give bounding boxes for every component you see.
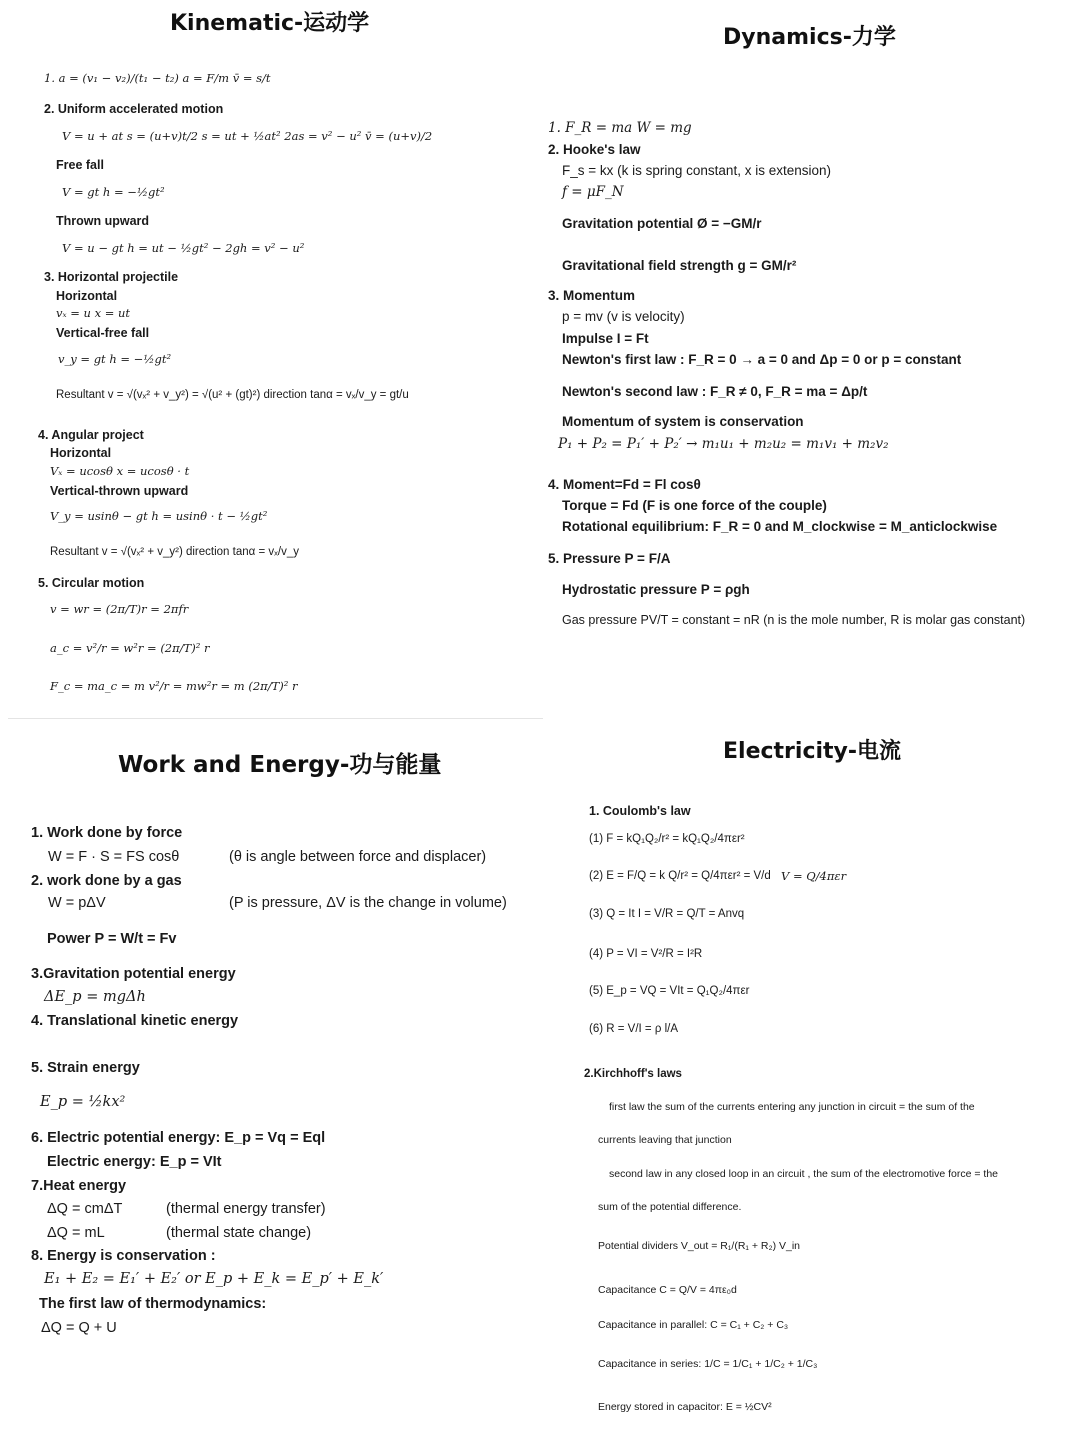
we-line-23: ΔQ = Q + U	[41, 1320, 117, 1336]
kin-line-5: V = gt h = −½gt²	[62, 185, 165, 199]
dyn-line-12: Momentum of system is conservation	[562, 414, 804, 429]
dyn-line-11: Newton's second law : F_R ≠ 0, F_R = ma = Δp/t	[562, 384, 868, 399]
dynamics-section	[545, 0, 1080, 720]
dyn-line-18: Hydrostatic pressure P = ρgh	[562, 582, 750, 597]
dyn-line-2: 2. Hooke's law	[548, 142, 641, 157]
el-line-14: Potential dividers V_out = R₁/(R₁ + R₂) V_in	[598, 1240, 801, 1252]
dyn-line-8: p = mv (v is velocity)	[562, 309, 685, 324]
el-line-17: Capacitance in series: 1/C = 1/C₁ + 1/C₂ + 1/C₃	[598, 1358, 818, 1370]
dyn-line-15: Torque = Fd (F is one force of the couple)	[562, 498, 827, 513]
dyn-line-13: P₁ + P₂ = P₁′ + P₂′ → m₁u₁ + m₂u₂ = m₁v₁ + m₂v₂	[558, 436, 889, 452]
kin-line-16: Vₓ = ucosθ x = ucosθ · t	[50, 464, 190, 478]
kin-line-8: 3. Horizontal projectile	[44, 270, 179, 284]
we-line-5: W = pΔV	[48, 895, 106, 911]
dyn-line-17: 5. Pressure P = F/A	[548, 551, 671, 566]
dyn-line-19: Gas pressure PV/T = constant = nR (n is the mole number, R is molar gas constant)	[562, 613, 1026, 627]
el-line-1: 1. Coulomb's law	[589, 804, 691, 818]
we-line-8: 3.Gravitation potential energy	[31, 966, 236, 982]
we-line-7: Power P = W/t = Fv	[47, 931, 177, 947]
el-line-7: (5) E_p = VQ = VIt = Q₁Q₂/4πεr	[589, 985, 750, 997]
kin-line-12: v_y = gt h = −½gt²	[58, 352, 172, 366]
dyn-line-9: Impulse I = Ft	[562, 331, 649, 346]
we-line-18: ΔQ = mL	[47, 1225, 105, 1241]
we-line-22: The first law of thermodynamics:	[39, 1296, 267, 1312]
kin-line-1: 1. a = (v₁ − v₂)/(t₁ − t₂) a = F/m v̄ = s/t	[44, 71, 271, 85]
kin-line-13: Resultant v = √(vₓ² + v_y²) = √(u² + (gt)²) direction tanα = vₓ/v_y = gt/u	[56, 389, 409, 401]
kin-line-11: Vertical-free fall	[56, 326, 150, 340]
kin-line-10: vₓ = u x = ut	[56, 306, 131, 320]
we-line-9: ΔE_p = mgΔh	[44, 989, 146, 1005]
we-line-13: 6. Electric potential energy: E_p = Vq = Eql	[31, 1130, 326, 1146]
we-line-3: (θ is angle between force and displacer)	[229, 849, 487, 865]
section-divider	[8, 718, 543, 719]
kin-line-19: Resultant v = √(vₓ² + v_y²) direction tanα = vₓ/v_y	[50, 546, 300, 558]
el-line-9: 2.Kirchhoff's laws	[584, 1068, 682, 1080]
kinematics-section	[0, 0, 545, 720]
dyn-line-16: Rotational equilibrium: F_R = 0 and M_clockwise = M_anticlockwise	[562, 519, 998, 534]
dyn-line-5: Gravitation potential Ø = −GM/r	[562, 216, 762, 231]
el-line-12: second law in any closed loop in an circuit , the sum of the electromotive force = the	[609, 1168, 998, 1180]
dynamics-title: Dynamics-力学	[723, 25, 896, 50]
dyn-line-10: Newton's first law : F_R = 0 → a = 0 and Δp = 0 or p = constant	[562, 352, 962, 367]
kin-line-9: Horizontal	[56, 289, 118, 303]
el-line-4: V = Q/4πεr	[781, 869, 847, 883]
kin-line-18: V_y = usinθ − gt h = usinθ · t − ½gt²	[50, 509, 268, 523]
el-line-13: sum of the potential difference.	[598, 1201, 742, 1213]
kin-line-4: Free fall	[56, 158, 104, 172]
el-line-10: first law the sum of the currents entering any junction in circuit = the sum of the	[609, 1101, 975, 1113]
we-line-1: 1. Work done by force	[31, 825, 183, 841]
el-line-6: (4) P = VI = V²/R = I²R	[589, 948, 703, 960]
dyn-line-6: Gravitational field strength g = GM/r²	[562, 258, 797, 273]
we-line-14: Electric energy: E_p = VIt	[47, 1154, 222, 1170]
dyn-line-3: F_s = kx (k is spring constant, x is extension)	[562, 163, 831, 178]
el-line-15: Capacitance C = Q/V = 4πε₀d	[598, 1284, 737, 1296]
we-line-20: 8. Energy is conservation :	[31, 1248, 216, 1264]
kin-line-21: v = wr = (2π/T)r = 2πfr	[50, 602, 189, 616]
kin-line-2: 2. Uniform accelerated motion	[44, 102, 224, 116]
we-line-6: (P is pressure, ΔV is the change in volume)	[229, 895, 507, 911]
el-line-18: Energy stored in capacitor: E = ½CV²	[598, 1401, 772, 1413]
kin-line-23: F_c = ma_c = m v²/r = mw²r = m (2π/T)² r	[50, 679, 298, 693]
el-line-3: (2) E = F/Q = k Q/r² = Q/4πεr² = V/d	[589, 870, 771, 882]
kinematics-title: Kinematic-运动学	[170, 11, 370, 36]
el-line-2: (1) F = kQ₁Q₂/r² = kQ₁Q₂/4πεr²	[589, 833, 745, 845]
el-line-8: (6) R = V/I = ρ l/A	[589, 1023, 678, 1035]
we-line-4: 2. work done by a gas	[31, 873, 182, 889]
el-line-16: Capacitance in parallel: C = C₁ + C₂ + C₃	[598, 1319, 789, 1331]
kin-line-17: Vertical-thrown upward	[50, 484, 189, 498]
kin-line-3: V = u + at s = (u+v)t/2 s = ut + ½at² 2as = v² − u² v̄ = (u+v)/2	[62, 129, 433, 143]
dyn-line-7: 3. Momentum	[548, 288, 636, 303]
kin-line-15: Horizontal	[50, 446, 112, 460]
dyn-line-4: f = μF_N	[562, 184, 624, 200]
kin-line-7: V = u − gt h = ut − ½gt² − 2gh = v² − u²	[62, 241, 305, 255]
we-line-19: (thermal state change)	[166, 1225, 312, 1241]
el-line-11: currents leaving that junction	[598, 1134, 732, 1146]
el-line-5: (3) Q = It I = V/R = Q/T = Anvq	[589, 908, 745, 920]
kin-line-14: 4. Angular project	[38, 428, 144, 442]
kin-line-6: Thrown upward	[56, 214, 150, 228]
dyn-line-14: 4. Moment=Fd = Fl cosθ	[548, 477, 701, 492]
dyn-line-1: 1. F_R = ma W = mg	[548, 120, 692, 136]
we-line-16: ΔQ = cmΔT	[47, 1201, 123, 1217]
we-line-12: E_p = ½kx²	[40, 1094, 126, 1110]
we-line-15: 7.Heat energy	[31, 1178, 127, 1194]
electricity-title: Electricity-电流	[723, 739, 902, 764]
kin-line-20: 5. Circular motion	[38, 576, 145, 590]
we-line-11: 5. Strain energy	[31, 1060, 140, 1076]
work-energy-title: Work and Energy-功与能量	[118, 752, 442, 778]
we-line-17: (thermal energy transfer)	[166, 1201, 326, 1217]
we-line-2: W = F · S = FS cosθ	[48, 849, 180, 865]
kin-line-22: a_c = v²/r = w²r = (2π/T)² r	[50, 641, 210, 655]
we-line-10: 4. Translational kinetic energy	[31, 1013, 239, 1029]
electricity-section	[545, 720, 1080, 1440]
we-line-21: E₁ + E₂ = E₁′ + E₂′ or E_p + E_k = E_p′ + E_k′	[44, 1271, 384, 1287]
work-energy-section	[0, 720, 545, 1440]
